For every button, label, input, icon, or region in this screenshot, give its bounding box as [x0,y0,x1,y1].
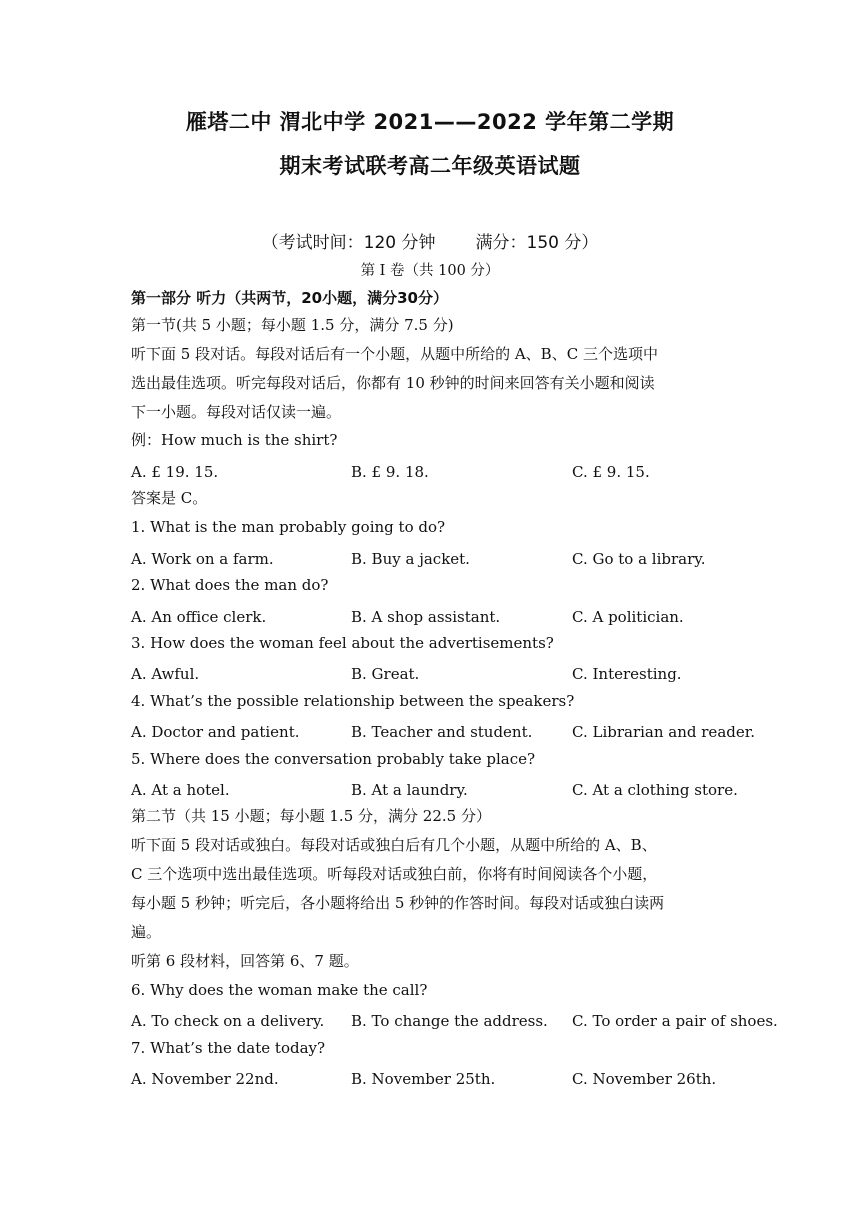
section1-heading: 第一节(共 5 小题；每小题 1.5 分，满分 7.5 分) [131,316,454,334]
instruction-line: 每小题 5 秒钟；听完后，各小题将给出 5 秒钟的作答时间。每段对话或独白读两 [131,894,665,912]
q6-option-a: A. To check on a delivery. [131,1012,325,1030]
q3-option-b: B. Great. [351,665,420,683]
q4-option-b: B. Teacher and student. [351,723,533,741]
instruction-line: 听下面 5 段对话或独白。每段对话或独白后有几个小题，从题中所给的 A、B、 [131,836,657,854]
instruction-line: 遍。 [131,923,162,941]
q6-option-c: C. To order a pair of shoes. [572,1012,778,1030]
q2-option-c: C. A politician. [572,608,684,626]
instruction-line: 听下面 5 段对话。每段对话后有一个小题，从题中所给的 A、B、C 三个选项中 [131,345,658,363]
q5-option-a: A. At a hotel. [131,781,230,799]
q2-option-b: B. A shop assistant. [351,608,501,626]
example-option-b: B. £ 9. 18. [351,463,429,481]
q7-option-a: A. November 22nd. [131,1070,279,1088]
exam-time: （考试时间：120 分钟 [261,233,436,253]
example-question: 例：How much is the shirt? [131,431,338,449]
q6-option-b: B. To change the address. [351,1012,548,1030]
exam-title-line2: 期末考试联考高二年级英语试题 [279,154,581,178]
q5-option-c: C. At a clothing store. [572,781,738,799]
q4-option-c: C. Librarian and reader. [572,723,756,741]
question-3: 3. How does the woman feel about the advertisements? [131,634,554,652]
question-1: 1. What is the man probably going to do? [131,518,446,536]
q3-option-c: C. Interesting. [572,665,682,683]
q2-option-a: A. An office clerk. [131,608,267,626]
instruction-line: 选出最佳选项。听完每段对话后，你都有 10 秒钟的时间来回答有关小题和阅读 [131,374,655,392]
section2-heading: 第二节（共 15 小题；每小题 1.5 分，满分 22.5 分） [131,807,491,825]
question-2: 2. What does the man do? [131,576,329,594]
question-5: 5. Where does the conversation probably take place? [131,750,536,768]
q7-option-b: B. November 25th. [351,1070,496,1088]
q4-option-a: A. Doctor and patient. [131,723,300,741]
q7-option-c: C. November 26th. [572,1070,717,1088]
exam-meta [0,228,860,253]
instruction-line: 下一小题。每段对话仅读一遍。 [131,403,342,421]
example-option-a: A. £ 19. 15. [131,463,219,481]
material-6-note: 听第 6 段材料，回答第 6、7 题。 [131,952,359,970]
example-answer: 答案是 C。 [131,489,208,507]
q1-option-c: C. Go to a library. [572,550,706,568]
part1-heading: 第一部分 听力（共两节，20小题，满分30分） [131,289,448,307]
question-7: 7. What’s the date today? [131,1039,326,1057]
q1-option-b: B. Buy a jacket. [351,550,470,568]
volume-heading: 第 I 卷（共 100 分） [360,263,500,279]
exam-score: 满分：150 分） [475,233,599,253]
q5-option-b: B. At a laundry. [351,781,468,799]
exam-title-line1: 雁塔二中 渭北中学 2021——2022 学年第二学期 [185,110,675,134]
example-option-c: C. £ 9. 15. [572,463,650,481]
question-6: 6. Why does the woman make the call? [131,981,428,999]
q1-option-a: A. Work on a farm. [131,550,274,568]
instruction-line: C 三个选项中选出最佳选项。听每段对话或独白前，你将有时间阅读各个小题， [131,865,658,883]
q3-option-a: A. Awful. [131,665,200,683]
question-4: 4. What’s the possible relationship between the speakers? [131,692,575,710]
